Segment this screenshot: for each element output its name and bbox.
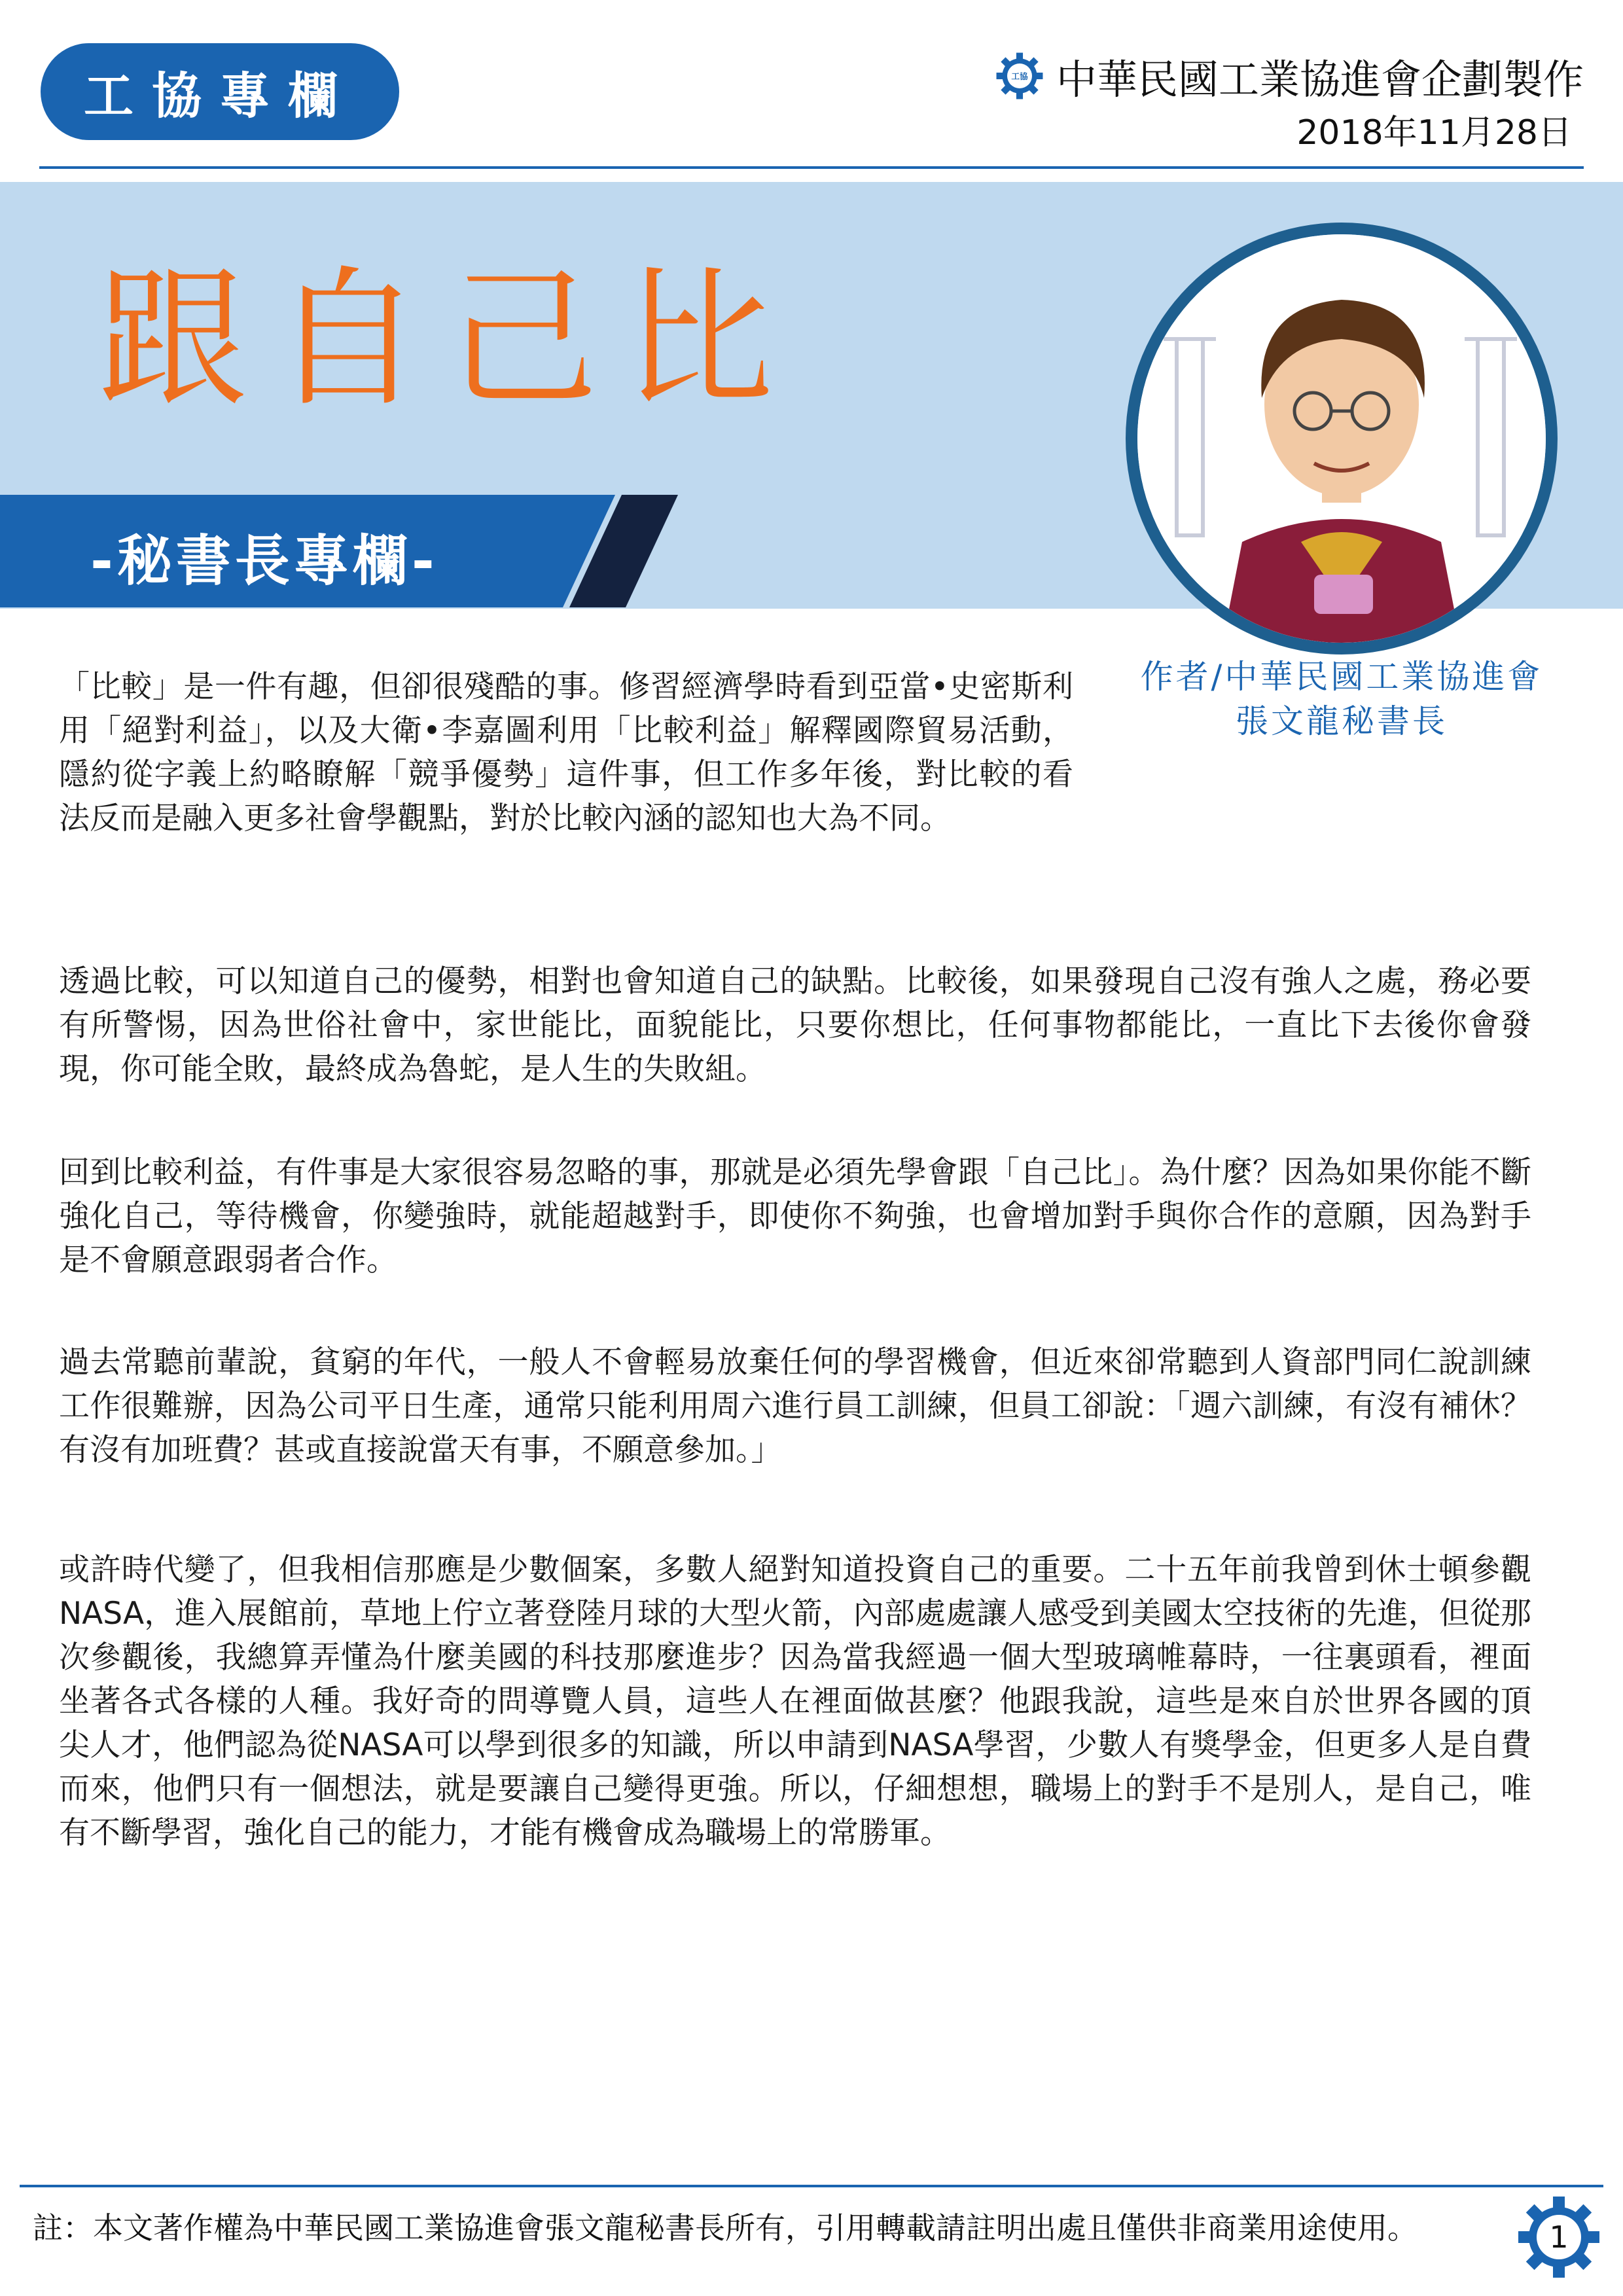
paragraph-4: 過去常聽前輩說，貧窮的年代，一般人不會輕易放棄任何的學習機會，但近來卻常聽到人資部門同仁說訓練工作很難辦，因為公司平日生產，通常只能利用周六進行員工訓練，但員工卻說：「週六訓練，有沒有補休？有沒有加班費？甚或直接說當天有事，不願意參加。」	[59, 1344, 1531, 1468]
page-number: 1	[1549, 2219, 1569, 2255]
paragraph-3: 回到比較利益，有件事是大家很容易忽略的事，那就是必須先學會跟「自己比」。為什麼？因為如果你能不斷強化自己，等待機會，你變強時，就能超越對手，即使你不夠強，也會增加對手與你合作的意願，因為對手是不會願意跟弱者合作。	[59, 1155, 1531, 1278]
page-number-gear-icon	[1516, 2194, 1602, 2280]
paragraph-5: 或許時代變了，但我相信那應是少數個案，多數人絕對知道投資自己的重要。二十五年前我曾到休士頓參觀NASA，進入展館前，草地上佇立著登陸月球的大型火箭，內部處處讓人感受到美國太空技術的先進，但從那次參觀後，我總算弄懂為什麼美國的科技那麼進步？因為當我經過一個大型玻璃帷幕時，一往裏頭看，裡面坐著各式各樣的人種。我好奇的問導覽人員，這些人在裡面做甚麼？他跟我說，這些是來自於世界各國的頂尖人才，他們認為從NASA可以學到很多的知識，所以申請到NASA學習，少數人有獎學金，但更多人是自費而來，他們只有一個想法，就是要讓自己變得更強。所以，仔細想想，職場上的對手不是別人，是自己，唯有不斷學習，強化自己的能力，才能有機會成為職場上的常勝軍。	[59, 1552, 1531, 1851]
org-header	[995, 37, 1584, 115]
paragraph-1: 「比較」是一件有趣，但卻很殘酷的事。修習經濟學時看到亞當•史密斯利用「絕對利益」，以及大衛•李嘉圖利用「比較利益」解釋國際貿易活動，隱約從字義上約略瞭解「競爭優勢」這件事，但工作多年後，對比較的看法反而是融入更多社會學觀點，對於比較內涵的認知也大為不同。	[59, 669, 1073, 836]
publish-date: 2018年11月28日	[1296, 113, 1572, 152]
footer-divider	[20, 2185, 1603, 2187]
header-divider	[39, 166, 1584, 169]
author-portrait-frame	[1126, 223, 1558, 655]
paragraph-2: 透過比較，可以知道自己的優勢，相對也會知道自己的缺點。比較後，如果發現自己沒有強人之處，務必要有所警惕，因為世俗社會中，家世能比，面貌能比，只要你想比，任何事物都能比，一直比下去後你會發現，你可能全敗，最終成為魯蛇，是人生的失敗組。	[59, 963, 1531, 1087]
author-caricature-icon	[1137, 234, 1546, 643]
column-badge	[41, 43, 399, 140]
copyright-note: 註：本文著作權為中華民國工業協進會張文龍秘書長所有，引用轉載請註明出處且僅供非商業用途使用。	[33, 2210, 1418, 2246]
column-ribbon-label: -秘書長專欄-	[90, 529, 438, 593]
org-name: 中華民國工業協進會企劃製作	[1056, 55, 1584, 103]
article-title: 跟自己比	[97, 253, 798, 427]
column-badge-label: 工協專欄	[84, 66, 356, 125]
author-line-2: 張文龍秘書長	[1236, 702, 1448, 740]
logo-text: 工協	[1011, 71, 1028, 82]
gear-logo-icon	[995, 37, 1044, 115]
author-byline	[1126, 655, 1558, 744]
author-line-1: 作者/中華民國工業協進會	[1140, 658, 1543, 696]
author-portrait	[1137, 234, 1546, 643]
